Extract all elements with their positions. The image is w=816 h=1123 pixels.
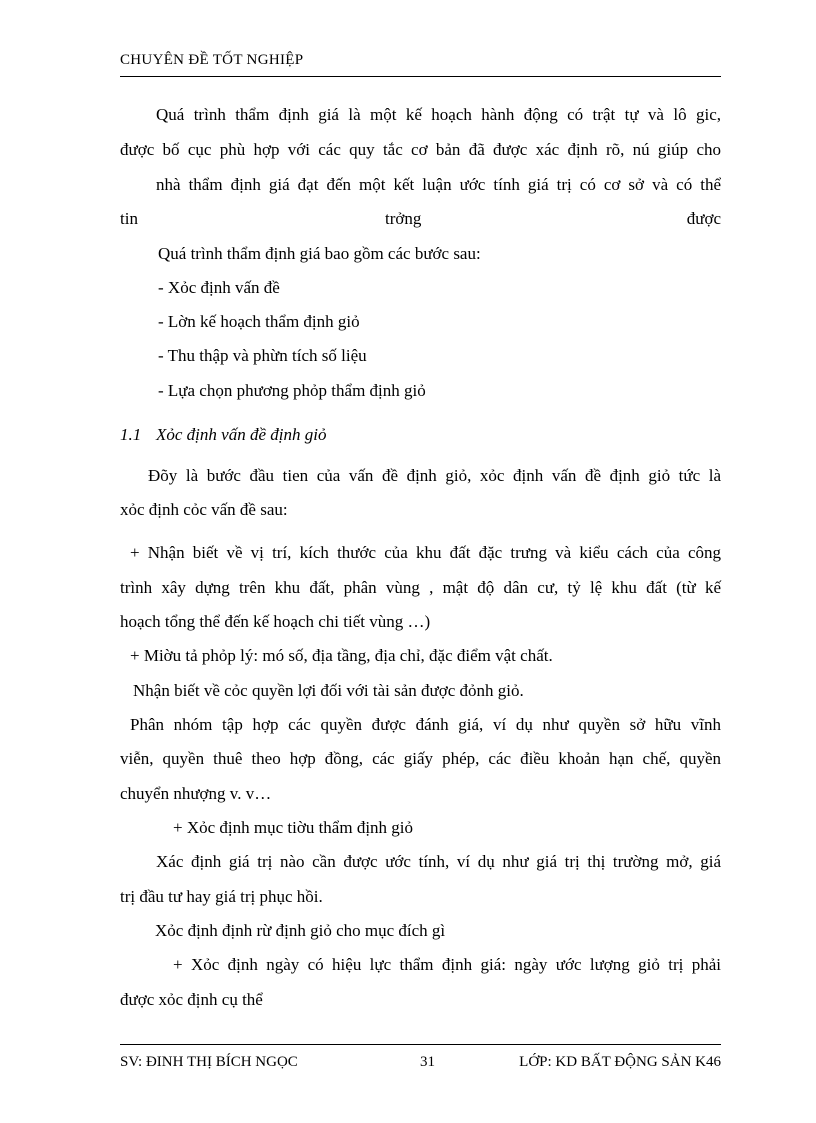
paragraph-line: chuyển nhượng v. v…	[120, 784, 272, 803]
section-heading	[120, 423, 721, 447]
page-footer	[120, 1054, 721, 1076]
paragraph-line: hoạch tổng thể đến kế hoạch chi tiết vùng …)	[120, 612, 431, 631]
page-number: 31	[420, 1054, 435, 1070]
page-header: CHUYÊN ĐỀ TỐT NGHIỆP	[120, 52, 304, 68]
header-rule	[120, 76, 721, 77]
paragraph-line: + Miờu tả phỏp lý: mó số, địa tầng, địa chỉ, đặc điểm vật chất.	[130, 646, 553, 665]
paragraph-line: Nhận biết về cỏc quyền lợi đối với tài sản được đỏnh giỏ.	[133, 681, 524, 700]
footer-rule	[120, 1044, 721, 1045]
paragraph-line: Đõy là bước đầu tien của vấn đề định giỏ, xỏc định vấn đề định giỏ tức là	[148, 466, 721, 485]
paragraph-line: trình xây dựng trên khu đất, phân vùng , mật độ dân cư, tỷ lệ khu đất (từ kế	[120, 578, 721, 597]
list-item: - Xỏc định vấn đề	[158, 278, 280, 297]
paragraph-line: Xác định giá trị nào cần được ước tính, ví dụ như giá trị thị trường mở, giá	[156, 852, 721, 871]
paragraph-line: Xỏc định định rừ định giỏ cho mục đích gì	[155, 921, 446, 940]
paragraph-word: được	[686, 209, 721, 228]
paragraph-line: được xỏc định cụ thể	[120, 990, 263, 1009]
paragraph-line: Quá trình thẩm định giá bao gồm các bước sau:	[158, 244, 481, 263]
paragraph-line: Quá trình thẩm định giá là một kế hoạch hành động có trật tự và lô gic,	[156, 105, 721, 124]
paragraph-line: Phân nhóm tập hợp các quyền được đánh giá, ví dụ như quyền sở hữu vĩnh	[130, 715, 721, 734]
paragraph-line: trị đầu tư hay giá trị phục hồi.	[120, 887, 323, 906]
list-item: - Thu thập và phừn tích số liệu	[158, 346, 367, 365]
list-item: - Lựa chọn phương phỏp thẩm định giỏ	[158, 381, 426, 400]
section-number: 1.1	[120, 425, 142, 444]
paragraph-line: xỏc định cỏc vấn đề sau:	[120, 500, 288, 519]
paragraph-line: + Xỏc định mục tiờu thẩm định giỏ	[173, 818, 414, 837]
paragraph-line: được bố cục phù hợp với các quy tắc cơ bản đã được xác định rõ, nú giúp cho	[120, 140, 721, 159]
paragraph-word: trởng	[385, 209, 422, 228]
footer-student: SV: ĐINH THỊ BÍCH NGỌC	[120, 1054, 298, 1070]
section-title: Xỏc định vấn đề định giỏ	[156, 425, 327, 444]
paragraph-line: + Nhận biết về vị trí, kích thước của khu đất đặc trưng và kiểu cách của công	[130, 543, 721, 562]
paragraph-line: nhà thẩm định giá đạt đến một kết luận ước tính giá trị có cơ sở và có thể	[156, 175, 721, 194]
paragraph-word: tin	[120, 209, 138, 228]
list-item: - Lờn kế hoạch thẩm định giỏ	[158, 312, 360, 331]
paragraph-line: + Xỏc định ngày có hiệu lực thẩm định giá: ngày ước lượng giỏ trị phải	[173, 955, 721, 974]
paragraph-line: viễn, quyền thuê theo hợp đồng, các giấy phép, các điều khoản hạn chế, quyền	[120, 749, 721, 768]
footer-class: LỚP: KD BẤT ĐỘNG SẢN K46	[519, 1054, 721, 1070]
